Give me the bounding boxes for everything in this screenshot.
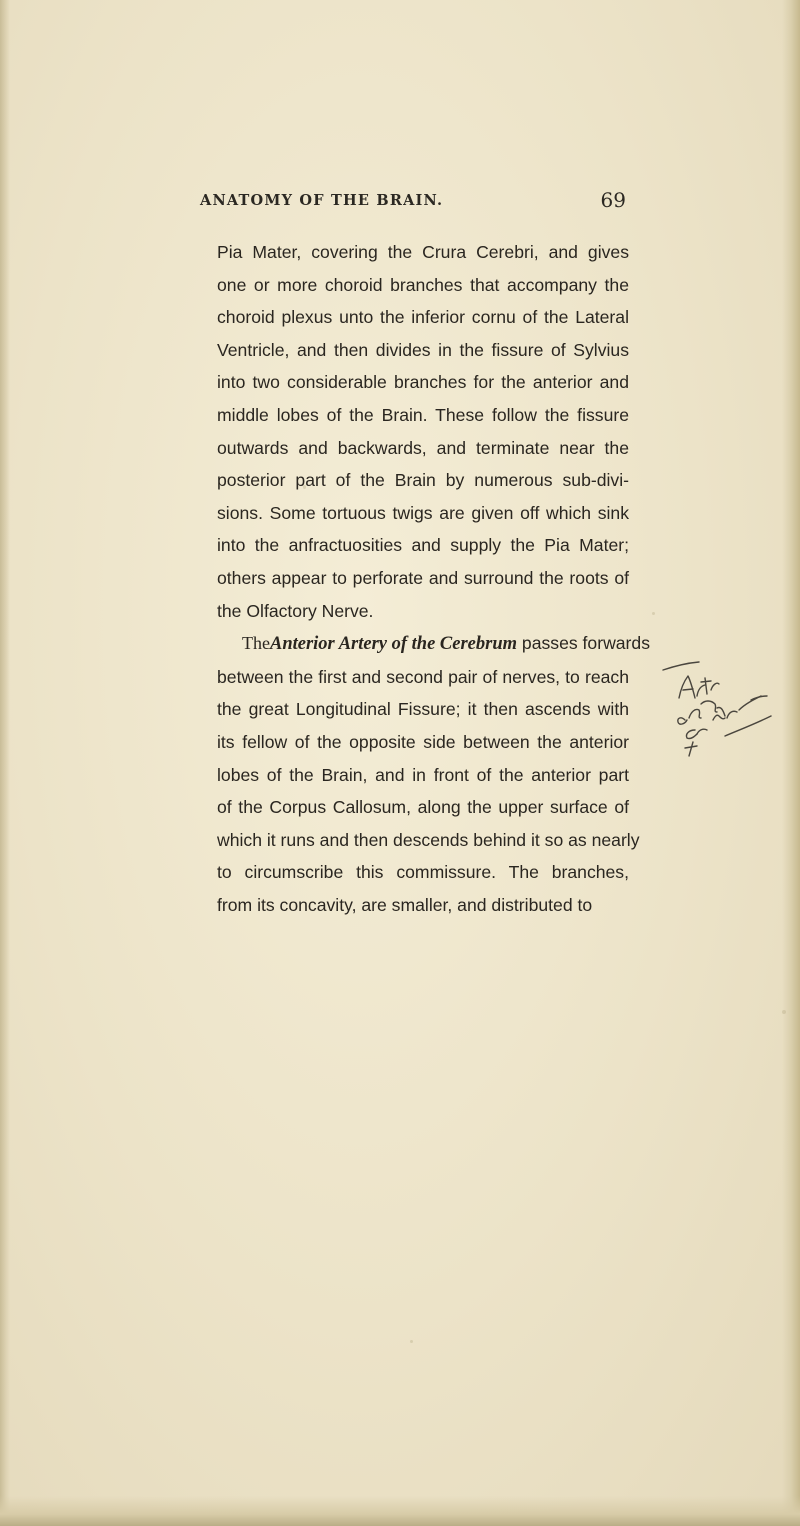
text-line: between the first and second pair of nerves, to reach	[217, 666, 629, 687]
page-left-edge	[0, 0, 10, 1526]
text-line: one or more choroid branches that accompany the	[217, 274, 629, 295]
text-line: into two considerable branches for the anterior and	[217, 372, 629, 393]
running-head	[200, 188, 626, 218]
text-line: outwards and backwards, and terminate near the	[217, 437, 629, 458]
text-line: its fellow of the opposite side between the anterior	[217, 731, 629, 752]
text-line: sions. Some tortuous twigs are given off which sink	[217, 502, 629, 523]
page-right-edge	[782, 0, 800, 1526]
text-line: posterior part of the Brain by numerous sub-divi-	[217, 470, 629, 491]
text-line-first	[217, 627, 651, 661]
page-bottom-edge	[0, 1496, 800, 1526]
handwritten-annotation	[655, 660, 775, 780]
paragraph-2-prefix: The	[242, 633, 270, 654]
text-line: of the Corpus Callosum, along the upper surface of	[217, 797, 629, 818]
paper-speck	[410, 1340, 413, 1343]
running-title: ANATOMY OF THE BRAIN.	[200, 192, 444, 209]
paper-speck	[303, 485, 306, 489]
paragraph-2-suffix: passes forwards	[521, 633, 651, 654]
text-line: lobes of the Brain, and in front of the anterior part	[217, 764, 629, 785]
body-text	[217, 236, 651, 921]
text-line: from its concavity, are smaller, and distributed to	[217, 894, 593, 915]
text-line: which it runs and then descends behind it so as nearly	[217, 829, 640, 850]
paper-speck	[652, 612, 655, 615]
paragraph-2	[217, 627, 651, 921]
paper-speck	[782, 1010, 786, 1014]
text-line: Ventricle, and then divides in the fissure of Sylvius	[217, 339, 629, 360]
paragraph-1	[217, 236, 629, 627]
text-line: Pia Mater, covering the Crura Cerebri, and gives	[217, 242, 629, 262]
text-line: to circumscribe this commissure. The branches,	[217, 862, 629, 883]
page-number: 69	[600, 188, 626, 212]
handwritten-annotation-drawing	[655, 660, 775, 780]
text-line: others appear to perforate and surround the roots of	[217, 567, 629, 588]
italic-term: Anterior Artery of the Cerebrum	[269, 634, 518, 655]
text-line: the Olfactory Nerve.	[217, 600, 374, 621]
text-line: choroid plexus unto the inferior cornu of the Lateral	[217, 307, 629, 328]
text-line: into the anfractuosities and supply the Pia Mater;	[217, 535, 629, 556]
text-line: middle lobes of the Brain. These follow the fissure	[217, 404, 629, 425]
text-line: the great Longitudinal Fissure; it then ascends with	[217, 699, 629, 720]
